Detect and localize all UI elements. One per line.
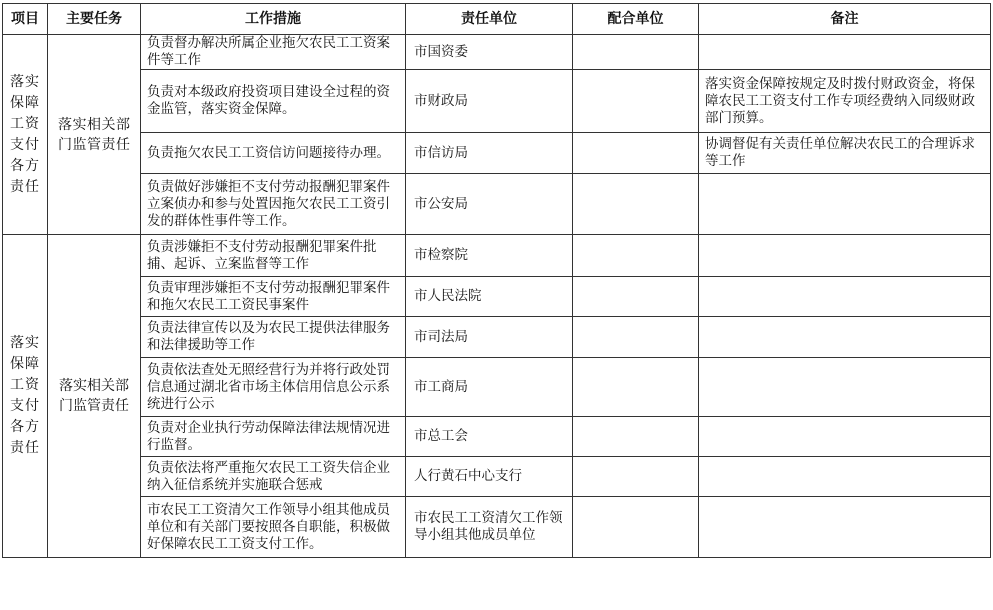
table-row <box>3 277 991 317</box>
note-cell <box>699 277 991 317</box>
header-row <box>3 4 991 35</box>
cooperate-cell <box>573 417 699 457</box>
note-cell <box>699 174 991 235</box>
measure-cell: 市农民工工资清欠工作领导小组其他成员单位和有关部门要按照各自职能，积极做好保障农民工工资支付工作。 <box>141 497 406 558</box>
cooperate-cell <box>573 70 699 133</box>
note-cell <box>699 235 991 277</box>
cooperate-cell <box>573 497 699 558</box>
table-row <box>3 35 991 70</box>
unit-cell: 市农民工工资清欠工作领导小组其他成员单位 <box>406 497 573 558</box>
measure-cell: 负责法律宣传以及为农民工提供法律服务和法律援助等工作 <box>141 317 406 358</box>
task-cell: 落实相关部门监管责任 <box>48 35 141 235</box>
cooperate-cell <box>573 457 699 497</box>
unit-cell: 市人民法院 <box>406 277 573 317</box>
note-cell <box>699 35 991 70</box>
cooperate-cell <box>573 174 699 235</box>
task-cell: 落实相关部门监管责任 <box>48 235 141 558</box>
header-task: 主要任务 <box>48 4 141 35</box>
note-cell: 落实资金保障按规定及时拨付财政资金，将保障农民工工资支付工作专项经费纳入同级财政部门预算。 <box>699 70 991 133</box>
header-responsible-unit: 责任单位 <box>406 4 573 35</box>
table-row <box>3 174 991 235</box>
unit-cell: 市总工会 <box>406 417 573 457</box>
measure-cell: 负责对企业执行劳动保障法律法规情况进行监督。 <box>141 417 406 457</box>
cooperate-cell <box>573 358 699 417</box>
project-cell: 落实保障工资支付各方责任 <box>3 35 48 235</box>
cooperate-cell <box>573 277 699 317</box>
table-row <box>3 417 991 457</box>
measure-cell: 负责依法将严重拖欠农民工工资失信企业纳入征信系统并实施联合惩戒 <box>141 457 406 497</box>
unit-cell: 市国资委 <box>406 35 573 70</box>
table-row <box>3 235 991 277</box>
header-project: 项目 <box>3 4 48 35</box>
note-cell <box>699 497 991 558</box>
unit-cell: 市信访局 <box>406 133 573 174</box>
table-row <box>3 70 991 133</box>
note-cell: 协调督促有关责任单位解决农民工的合理诉求等工作 <box>699 133 991 174</box>
unit-cell: 市财政局 <box>406 70 573 133</box>
measure-cell: 负责督办解决所属企业拖欠农民工工资案件等工作 <box>141 35 406 70</box>
unit-cell: 市工商局 <box>406 358 573 417</box>
project-cell: 落实保障工资支付各方责任 <box>3 235 48 558</box>
note-cell <box>699 317 991 358</box>
note-cell <box>699 457 991 497</box>
measure-cell: 负责审理涉嫌拒不支付劳动报酬犯罪案件和拖欠农民工工资民事案件 <box>141 277 406 317</box>
header-note: 备注 <box>699 4 991 35</box>
header-cooperating-unit: 配合单位 <box>573 4 699 35</box>
table-row <box>3 133 991 174</box>
note-cell <box>699 417 991 457</box>
table-row <box>3 317 991 358</box>
measure-cell: 负责对本级政府投资项目建设全过程的资金监管，落实资金保障。 <box>141 70 406 133</box>
unit-cell: 人行黄石中心支行 <box>406 457 573 497</box>
header-measure: 工作措施 <box>141 4 406 35</box>
measure-cell: 负责做好涉嫌拒不支付劳动报酬犯罪案件立案侦办和参与处置因拖欠农民工工资引发的群体性事件等工作。 <box>141 174 406 235</box>
cooperate-cell <box>573 317 699 358</box>
cooperate-cell <box>573 35 699 70</box>
table-row <box>3 497 991 558</box>
cooperate-cell <box>573 133 699 174</box>
table-row <box>3 358 991 417</box>
cooperate-cell <box>573 235 699 277</box>
unit-cell: 市公安局 <box>406 174 573 235</box>
unit-cell: 市检察院 <box>406 235 573 277</box>
measure-cell: 负责依法查处无照经营行为并将行政处罚信息通过湖北省市场主体信用信息公示系统进行公示 <box>141 358 406 417</box>
note-cell <box>699 358 991 417</box>
measure-cell: 负责拖欠农民工工资信访问题接待办理。 <box>141 133 406 174</box>
measure-cell: 负责涉嫌拒不支付劳动报酬犯罪案件批捕、起诉、立案监督等工作 <box>141 235 406 277</box>
table-row <box>3 457 991 497</box>
responsibility-table <box>2 3 991 558</box>
unit-cell: 市司法局 <box>406 317 573 358</box>
